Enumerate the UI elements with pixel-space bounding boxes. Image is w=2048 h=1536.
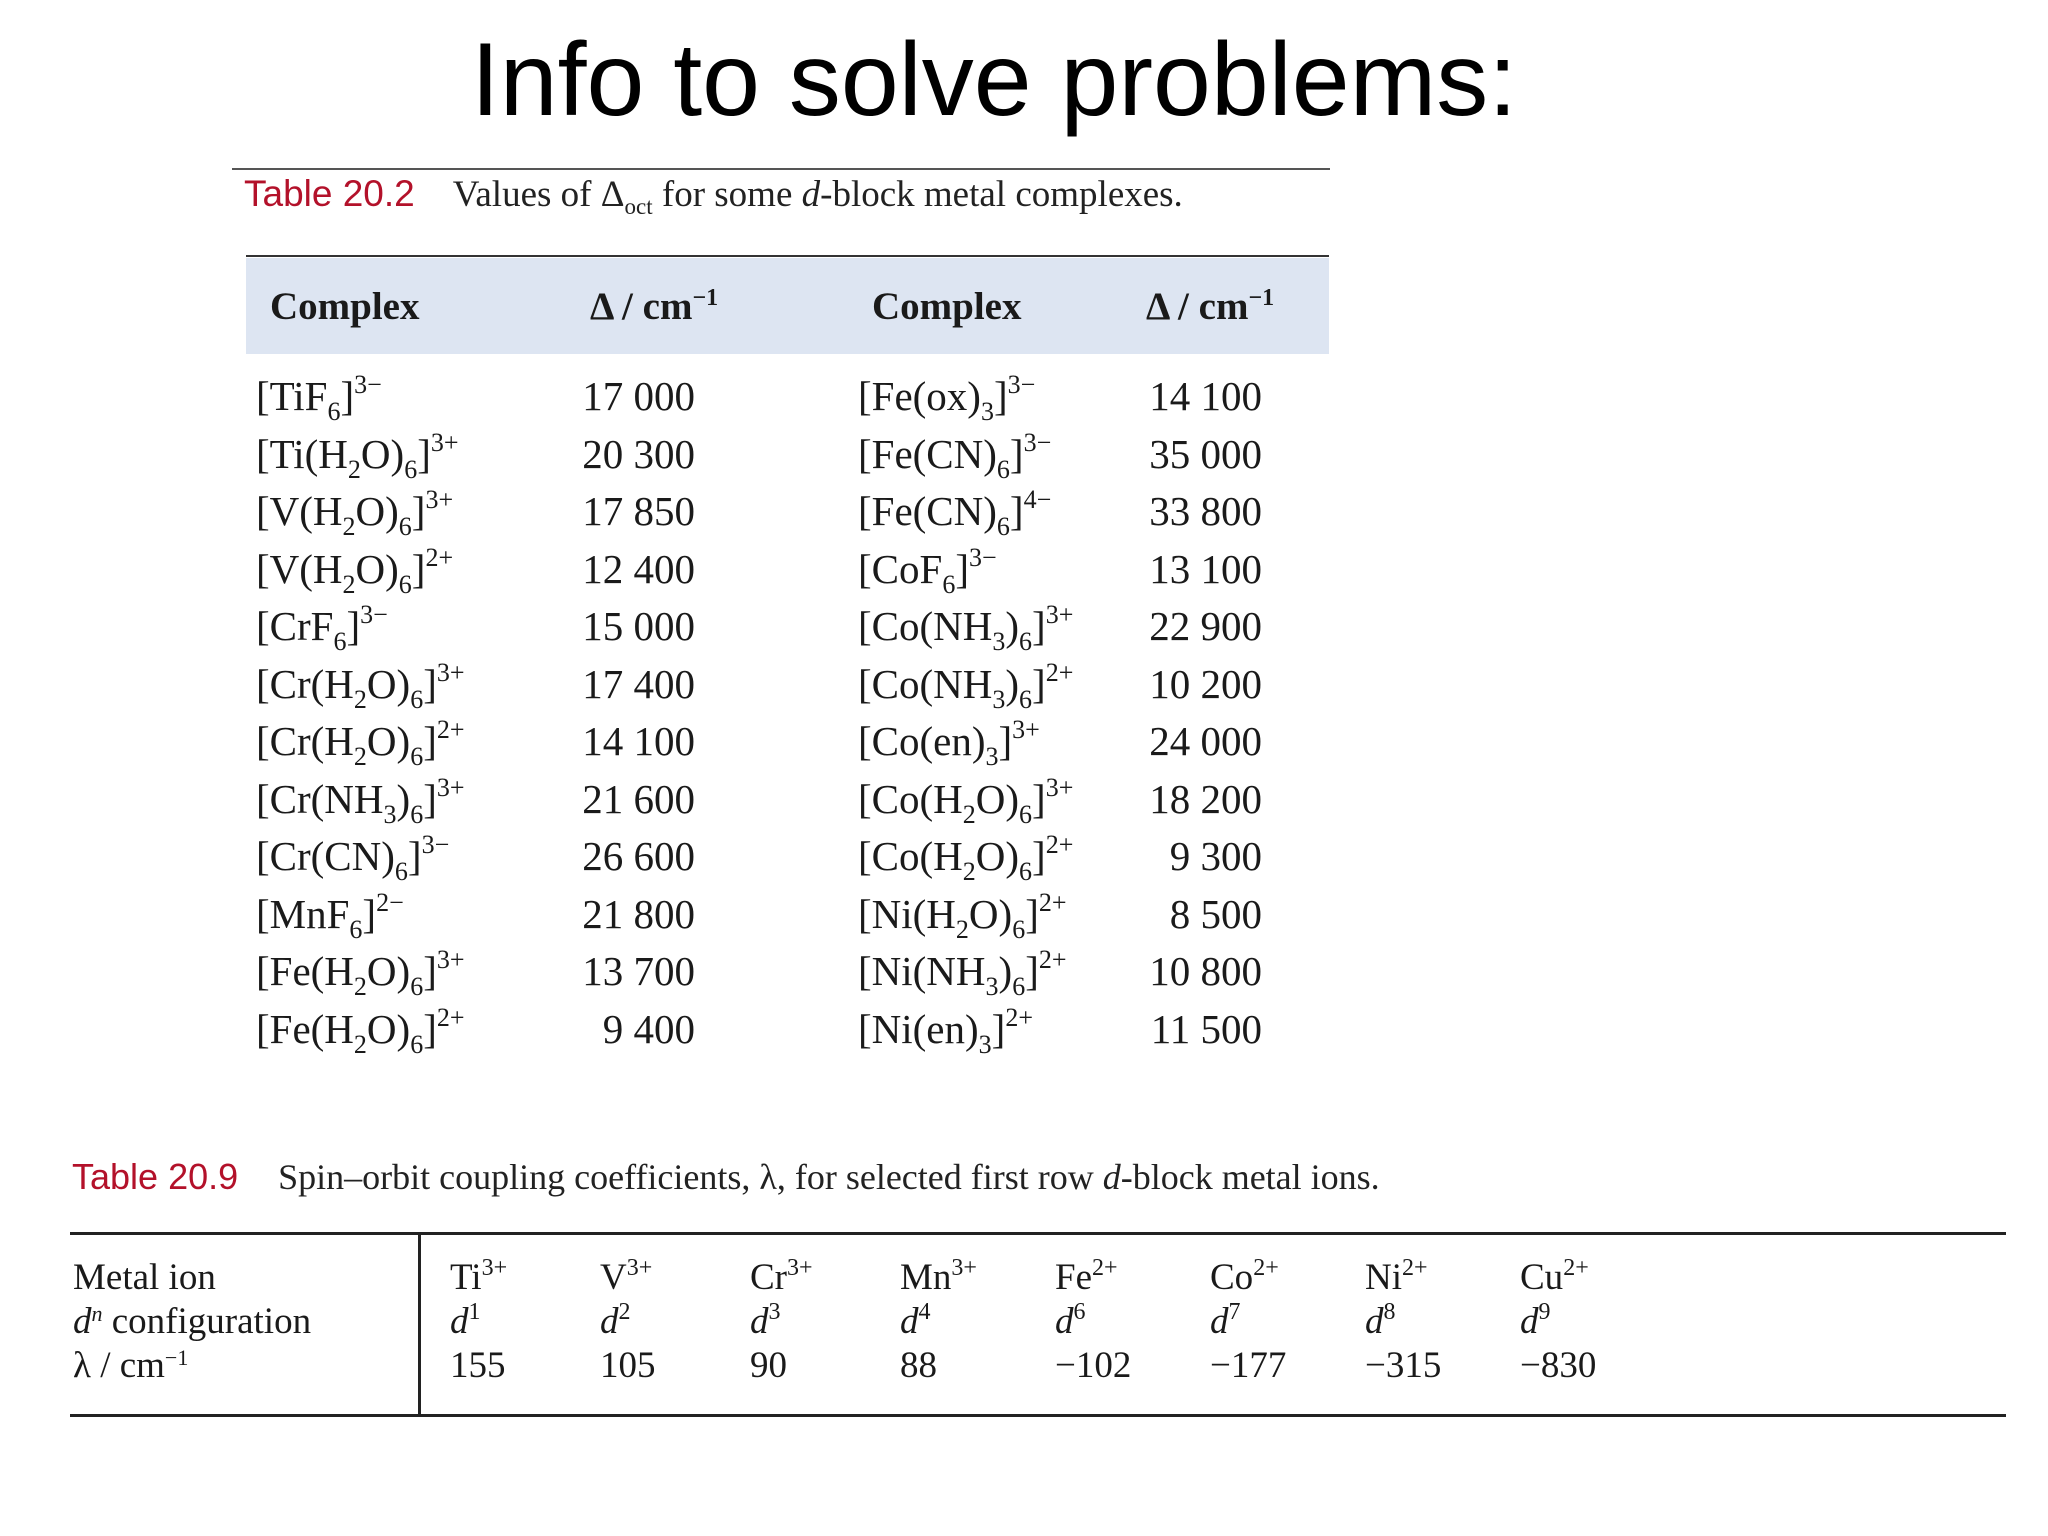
table-header <box>246 258 1329 354</box>
delta-cell: 15 000 <box>582 603 695 649</box>
delta-cell: 13 700 <box>582 948 695 994</box>
delta-cell: 9 300 <box>1169 833 1262 879</box>
table-body <box>246 368 1329 1058</box>
ion-configuration: $d^1$ <box>450 1299 481 1342</box>
ion-configuration: $d^4$ <box>900 1299 931 1342</box>
table-number: Table 20.9 <box>72 1156 239 1197</box>
ion-column <box>1210 1256 1286 1388</box>
table-row <box>246 828 1329 886</box>
ion-column <box>450 1256 507 1388</box>
ion-lambda: 90 <box>750 1345 787 1386</box>
delta-cell: 17 000 <box>582 373 695 419</box>
delta-cell: 17 850 <box>582 488 695 534</box>
complex-cell: $[V(H_2O)_6]^{3+}$ <box>256 485 454 541</box>
delta-cell: 8 500 <box>1169 890 1262 937</box>
complex-cell: $[Cr(H_2O)_6]^{3+}$ <box>256 657 465 714</box>
column-header-complex: Complex <box>270 285 420 328</box>
delta-cell: 14 100 <box>1149 373 1262 419</box>
ion-lambda: −102 <box>1055 1345 1132 1386</box>
ion-lambda: 88 <box>900 1345 937 1386</box>
delta-cell: 10 800 <box>1149 948 1262 994</box>
ion-column <box>1520 1256 1596 1388</box>
ion-lambda: −830 <box>1520 1345 1597 1386</box>
table-row <box>246 771 1329 829</box>
ion-symbol: $Fe^{2+}$ <box>1055 1255 1118 1298</box>
table-row <box>246 483 1329 541</box>
delta-cell: 35 000 <box>1149 430 1262 477</box>
complex-cell: $[V(H_2O)_6]^{2+}$ <box>256 542 454 599</box>
delta-cell: 21 600 <box>582 775 695 822</box>
delta-cell: 10 200 <box>1149 660 1262 707</box>
table-row <box>246 426 1329 484</box>
complex-cell: $[CrF_6]^{3-}$ <box>256 600 388 656</box>
delta-cell: 24 000 <box>1149 718 1262 764</box>
complex-cell: $[Co(H_2O)_6]^{3+}$ <box>858 772 1074 829</box>
complex-cell: $[CoF_6]^{3-}$ <box>858 542 997 599</box>
table-rule <box>418 1234 421 1416</box>
table-row <box>246 943 1329 1001</box>
row-label-lambda: λ / $cm^{-1}$ <box>73 1345 189 1386</box>
table-caption: Table 20.9 Spin–orbit coupling coefficients, λ, for selected first row d-block metal ions. <box>72 1156 1380 1197</box>
ion-configuration: $d^8$ <box>1365 1299 1396 1342</box>
complex-cell: $[Co(NH_3)_6]^{2+}$ <box>858 657 1074 714</box>
ion-lambda: −315 <box>1365 1345 1442 1386</box>
ion-symbol: $Cu^{2+}$ <box>1520 1255 1589 1298</box>
ion-symbol: $Co^{2+}$ <box>1210 1255 1279 1298</box>
table-row <box>246 541 1329 599</box>
table-rule <box>232 168 1330 170</box>
ion-configuration: $d^3$ <box>750 1299 781 1342</box>
complex-cell: $[Ni(NH_3)_6]^{2+}$ <box>858 945 1067 1001</box>
delta-cell: 33 800 <box>1149 488 1262 534</box>
complex-cell: $[TiF_6]^{3-}$ <box>256 370 382 426</box>
ion-column <box>900 1256 977 1388</box>
ion-symbol: $V^{3+}$ <box>600 1255 653 1298</box>
delta-cell: 22 900 <box>1149 603 1262 649</box>
ion-configuration: $d^9$ <box>1520 1299 1551 1342</box>
row-labels <box>73 1256 311 1388</box>
table-rule <box>70 1414 2006 1417</box>
complex-cell: $[Ni(H_2O)_6]^{2+}$ <box>858 887 1067 944</box>
column-header-complex: Complex <box>872 285 1022 328</box>
table-row <box>246 368 1329 426</box>
table-rule <box>246 255 1329 257</box>
ion-column <box>1055 1256 1131 1388</box>
ion-configuration: $d^2$ <box>600 1299 631 1342</box>
delta-cell: 17 400 <box>582 660 695 707</box>
complex-cell: $[Fe(CN)_6]^{4-}$ <box>858 485 1052 541</box>
delta-cell: 20 300 <box>582 430 695 477</box>
ion-symbol: $Cr^{3+}$ <box>750 1255 813 1298</box>
complex-cell: $[Cr(NH_3)_6]^{3+}$ <box>256 772 465 829</box>
column-header-delta: Δ / $cm^{-1}$ <box>590 285 719 328</box>
complex-cell: $[MnF_6]^{2-}$ <box>256 887 404 944</box>
ion-configuration: $d^7$ <box>1210 1299 1241 1342</box>
column-header-delta: Δ / $cm^{-1}$ <box>1146 285 1275 328</box>
ion-lambda: −177 <box>1210 1345 1287 1386</box>
ion-symbol: $Mn^{3+}$ <box>900 1255 977 1298</box>
slide-title: Info to solve problems: <box>470 22 1518 138</box>
table-row <box>246 713 1329 771</box>
ion-symbol: $Ni^{2+}$ <box>1365 1255 1428 1298</box>
ion-lambda: 105 <box>600 1345 656 1386</box>
complex-cell: $[Ni(en)_3]^{2+}$ <box>858 1002 1033 1059</box>
ion-column <box>750 1256 813 1388</box>
complex-cell: $[Ti(H_2O)_6]^{3+}$ <box>256 427 459 484</box>
complex-cell: $[Co(en)_3]^{3+}$ <box>858 715 1040 771</box>
row-label-configuration: $d^n$ configuration <box>73 1301 312 1342</box>
ion-symbol: $Ti^{3+}$ <box>450 1255 508 1298</box>
delta-cell: 13 100 <box>1149 545 1262 592</box>
table-row <box>246 656 1329 714</box>
complex-cell: $[Cr(H_2O)_6]^{2+}$ <box>256 715 465 771</box>
complex-cell: $[Co(H_2O)_6]^{2+}$ <box>858 830 1074 886</box>
complex-cell: $[Fe(H_2O)_6]^{2+}$ <box>256 1002 465 1059</box>
ion-configuration: $d^6$ <box>1055 1299 1086 1342</box>
complex-cell: $[Fe(ox)_3]^{3-}$ <box>858 370 1036 426</box>
table-row <box>246 598 1329 656</box>
table-caption: Table 20.2 Values of $\Delta_{oct}$ for some d-block metal complexes. <box>244 173 1183 219</box>
delta-cell: 14 100 <box>582 718 695 764</box>
delta-cell: 18 200 <box>1149 775 1262 822</box>
table-row <box>246 1001 1329 1059</box>
table-number: Table 20.2 <box>244 173 415 214</box>
delta-cell: 9 400 <box>602 1005 695 1052</box>
delta-cell: 21 800 <box>582 890 695 937</box>
delta-cell: 11 500 <box>1150 1005 1262 1052</box>
ion-column <box>1365 1256 1441 1388</box>
table-row <box>246 886 1329 944</box>
row-label-metal-ion: Metal ion <box>73 1257 216 1298</box>
ion-lambda: 155 <box>450 1345 506 1386</box>
complex-cell: $[Fe(CN)_6]^{3-}$ <box>858 427 1052 484</box>
ion-column <box>600 1256 656 1388</box>
complex-cell: $[Fe(H_2O)_6]^{3+}$ <box>256 945 465 1001</box>
delta-cell: 26 600 <box>582 833 695 879</box>
table-rule <box>70 1232 2006 1235</box>
delta-cell: 12 400 <box>582 545 695 592</box>
complex-cell: $[Cr(CN)_6]^{3-}$ <box>256 830 450 886</box>
complex-cell: $[Co(NH_3)_6]^{3+}$ <box>858 600 1074 656</box>
